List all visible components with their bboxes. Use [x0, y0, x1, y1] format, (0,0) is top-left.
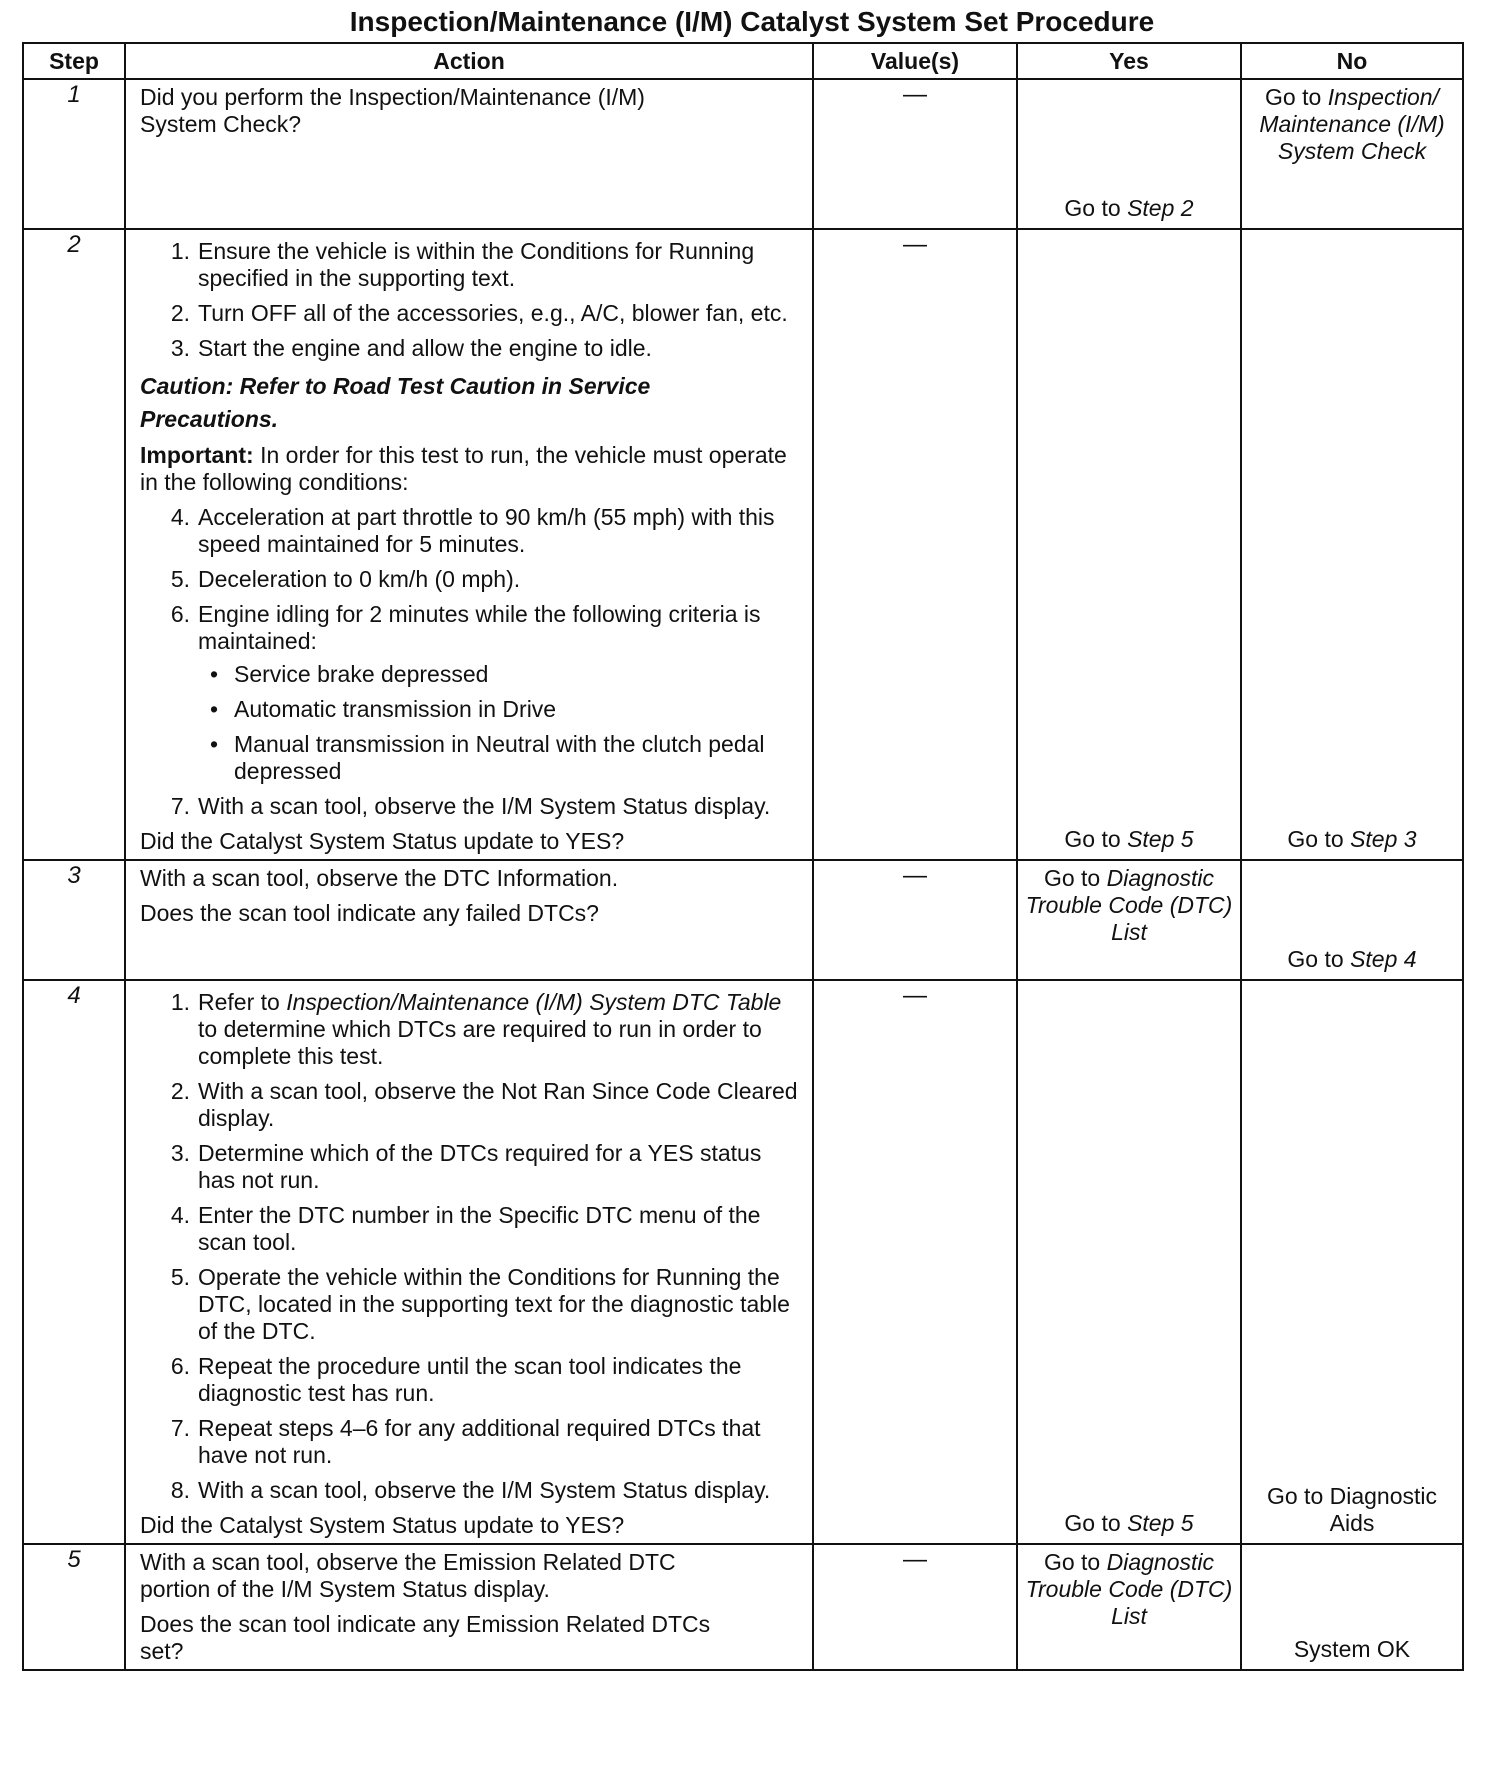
- page-title: Inspection/Maintenance (I/M) Catalyst System Set Procedure: [349, 6, 1155, 37]
- list-item: 3. Start the engine and allow the engine to idle.: [170, 335, 652, 361]
- value-cell: —: [813, 860, 1017, 980]
- value-cell: —: [813, 980, 1017, 1544]
- yes-prefix: Go to: [1043, 1549, 1101, 1575]
- list-item: 1. Ensure the vehicle is within the Conditions for Running specified in the supporting text.: [170, 238, 755, 291]
- list-item: 7. With a scan tool, observe the I/M System Status display.: [170, 793, 771, 819]
- action-question: Did the Catalyst System Status update to YES?: [140, 828, 625, 854]
- list-item: 1. Refer to Inspection/Maintenance (I/M) System DTC Table to determine which DTCs are required to run in order to complete this test.: [170, 989, 782, 1069]
- yes-prefix: Go to: [1064, 1510, 1121, 1536]
- list-item: 4. Enter the DTC number in the Specific DTC menu of the scan tool.: [170, 1202, 761, 1255]
- list-item: 3. Determine which of the DTCs required for a YES status has not run.: [170, 1140, 762, 1193]
- step-number: 4: [23, 980, 125, 1544]
- bullet-item: • Service brake depressed: [198, 661, 802, 688]
- header-step: Step: [23, 43, 125, 79]
- table-row-step-5: [23, 1544, 1463, 1670]
- header-values: Value(s): [813, 43, 1017, 79]
- no-cell: [1241, 860, 1463, 980]
- no-prefix: Go to: [1287, 946, 1344, 972]
- step-number: 5: [23, 1544, 125, 1670]
- bullet-item: • Manual transmission in Neutral with the clutch pedal depressed: [198, 731, 802, 785]
- list-item: 5. Operate the vehicle within the Conditions for Running the DTC, located in the supporting text for the diagnostic table of the DTC.: [170, 1264, 790, 1344]
- value-cell: —: [813, 1544, 1017, 1670]
- step-number: 2: [23, 229, 125, 860]
- no-link[interactable]: Step 3: [1350, 826, 1417, 852]
- caution-note: Caution: Refer to Road Test Caution in Service Precautions.: [140, 373, 651, 432]
- yes-link[interactable]: Step 2: [1127, 195, 1194, 221]
- important-label: Important:: [140, 442, 254, 468]
- no-cell: [1241, 79, 1463, 229]
- important-note: [140, 442, 802, 496]
- no-link[interactable]: Step 4: [1350, 946, 1417, 972]
- action-instruction: With a scan tool, observe the Emission Related DTC portion of the I/M System Status display.: [140, 1549, 676, 1602]
- yes-cell: [1017, 79, 1241, 229]
- yes-cell: [1017, 860, 1241, 980]
- list-item: 5. Deceleration to 0 km/h (0 mph).: [170, 566, 521, 592]
- action-cell: [125, 229, 813, 860]
- yes-link[interactable]: Diagnostic Trouble Code (DTC) List: [1025, 865, 1233, 945]
- header-no: No: [1241, 43, 1463, 79]
- action-cell: [125, 860, 813, 980]
- important-text: In order for this test to run, the vehicle must operate in the following conditions:: [140, 442, 787, 495]
- action-list-b: [140, 504, 802, 820]
- table-row-step-4: [23, 980, 1463, 1544]
- dtc-table-link[interactable]: Inspection/Maintenance (I/M) System DTC Table: [286, 989, 782, 1015]
- action-question: Did the Catalyst System Status update to YES?: [140, 1512, 625, 1538]
- yes-link[interactable]: Diagnostic Trouble Code (DTC) List: [1025, 1549, 1233, 1629]
- action-instruction: With a scan tool, observe the DTC Information.: [140, 865, 619, 891]
- no-link[interactable]: Inspection/ Maintenance (I/M) System Check: [1259, 84, 1445, 164]
- table-header-row: [23, 43, 1463, 79]
- yes-cell: [1017, 229, 1241, 860]
- action-cell: [125, 79, 813, 229]
- table-row-step-2: [23, 229, 1463, 860]
- procedure-table: [22, 42, 1464, 1671]
- list-item: 2. With a scan tool, observe the Not Ran Since Code Cleared display.: [170, 1078, 798, 1131]
- no-link[interactable]: Go to Diagnostic Aids: [1266, 1483, 1438, 1536]
- bullet-item: • Automatic transmission in Drive: [198, 696, 802, 723]
- list-item: 4. Acceleration at part throttle to 90 km/h (55 mph) with this speed maintained for 5 minutes.: [170, 504, 775, 557]
- step-number: 1: [23, 79, 125, 229]
- yes-link[interactable]: Step 5: [1127, 826, 1194, 852]
- value-cell: —: [813, 79, 1017, 229]
- criteria-bullets: [198, 661, 802, 785]
- no-prefix: Go to: [1265, 84, 1322, 110]
- yes-cell: [1017, 1544, 1241, 1670]
- table-row-step-1: [23, 79, 1463, 229]
- action-list-a: [140, 238, 802, 362]
- list-item: 6. Engine idling for 2 minutes while the following criteria is maintained: • Service brake depressed • Automatic transmission in Drive • Manual transmission in Neutral with the clutch pedal depressed: [140, 601, 802, 785]
- table-row-step-3: [23, 860, 1463, 980]
- no-cell: [1241, 980, 1463, 1544]
- list-item: 2. Turn OFF all of the accessories, e.g., A/C, blower fan, etc.: [170, 300, 788, 326]
- yes-link[interactable]: Step 5: [1127, 1510, 1194, 1536]
- yes-prefix: Go to: [1064, 195, 1121, 221]
- action-cell: [125, 980, 813, 1544]
- action-question: Does the scan tool indicate any Emission Related DTCs set?: [140, 1611, 711, 1664]
- no-result: System OK: [1293, 1636, 1411, 1662]
- list-item: 6. Repeat the procedure until the scan tool indicates the diagnostic test has run.: [170, 1353, 742, 1406]
- yes-cell: [1017, 980, 1241, 1544]
- value-cell: —: [813, 229, 1017, 860]
- action-question: Does the scan tool indicate any failed DTCs?: [140, 900, 599, 926]
- header-action: Action: [125, 43, 813, 79]
- no-cell: [1241, 1544, 1463, 1670]
- step-number: 3: [23, 860, 125, 980]
- header-yes: Yes: [1017, 43, 1241, 79]
- action-question: Did you perform the Inspection/Maintenance (I/M) System Check?: [140, 84, 645, 137]
- action-list: [140, 989, 802, 1504]
- list-item: 8. With a scan tool, observe the I/M System Status display.: [170, 1477, 771, 1503]
- list-item: 7. Repeat steps 4–6 for any additional required DTCs that have not run.: [170, 1415, 761, 1468]
- yes-prefix: Go to: [1064, 826, 1121, 852]
- no-prefix: Go to: [1287, 826, 1344, 852]
- action-cell: [125, 1544, 813, 1670]
- yes-prefix: Go to: [1043, 865, 1101, 891]
- no-cell: [1241, 229, 1463, 860]
